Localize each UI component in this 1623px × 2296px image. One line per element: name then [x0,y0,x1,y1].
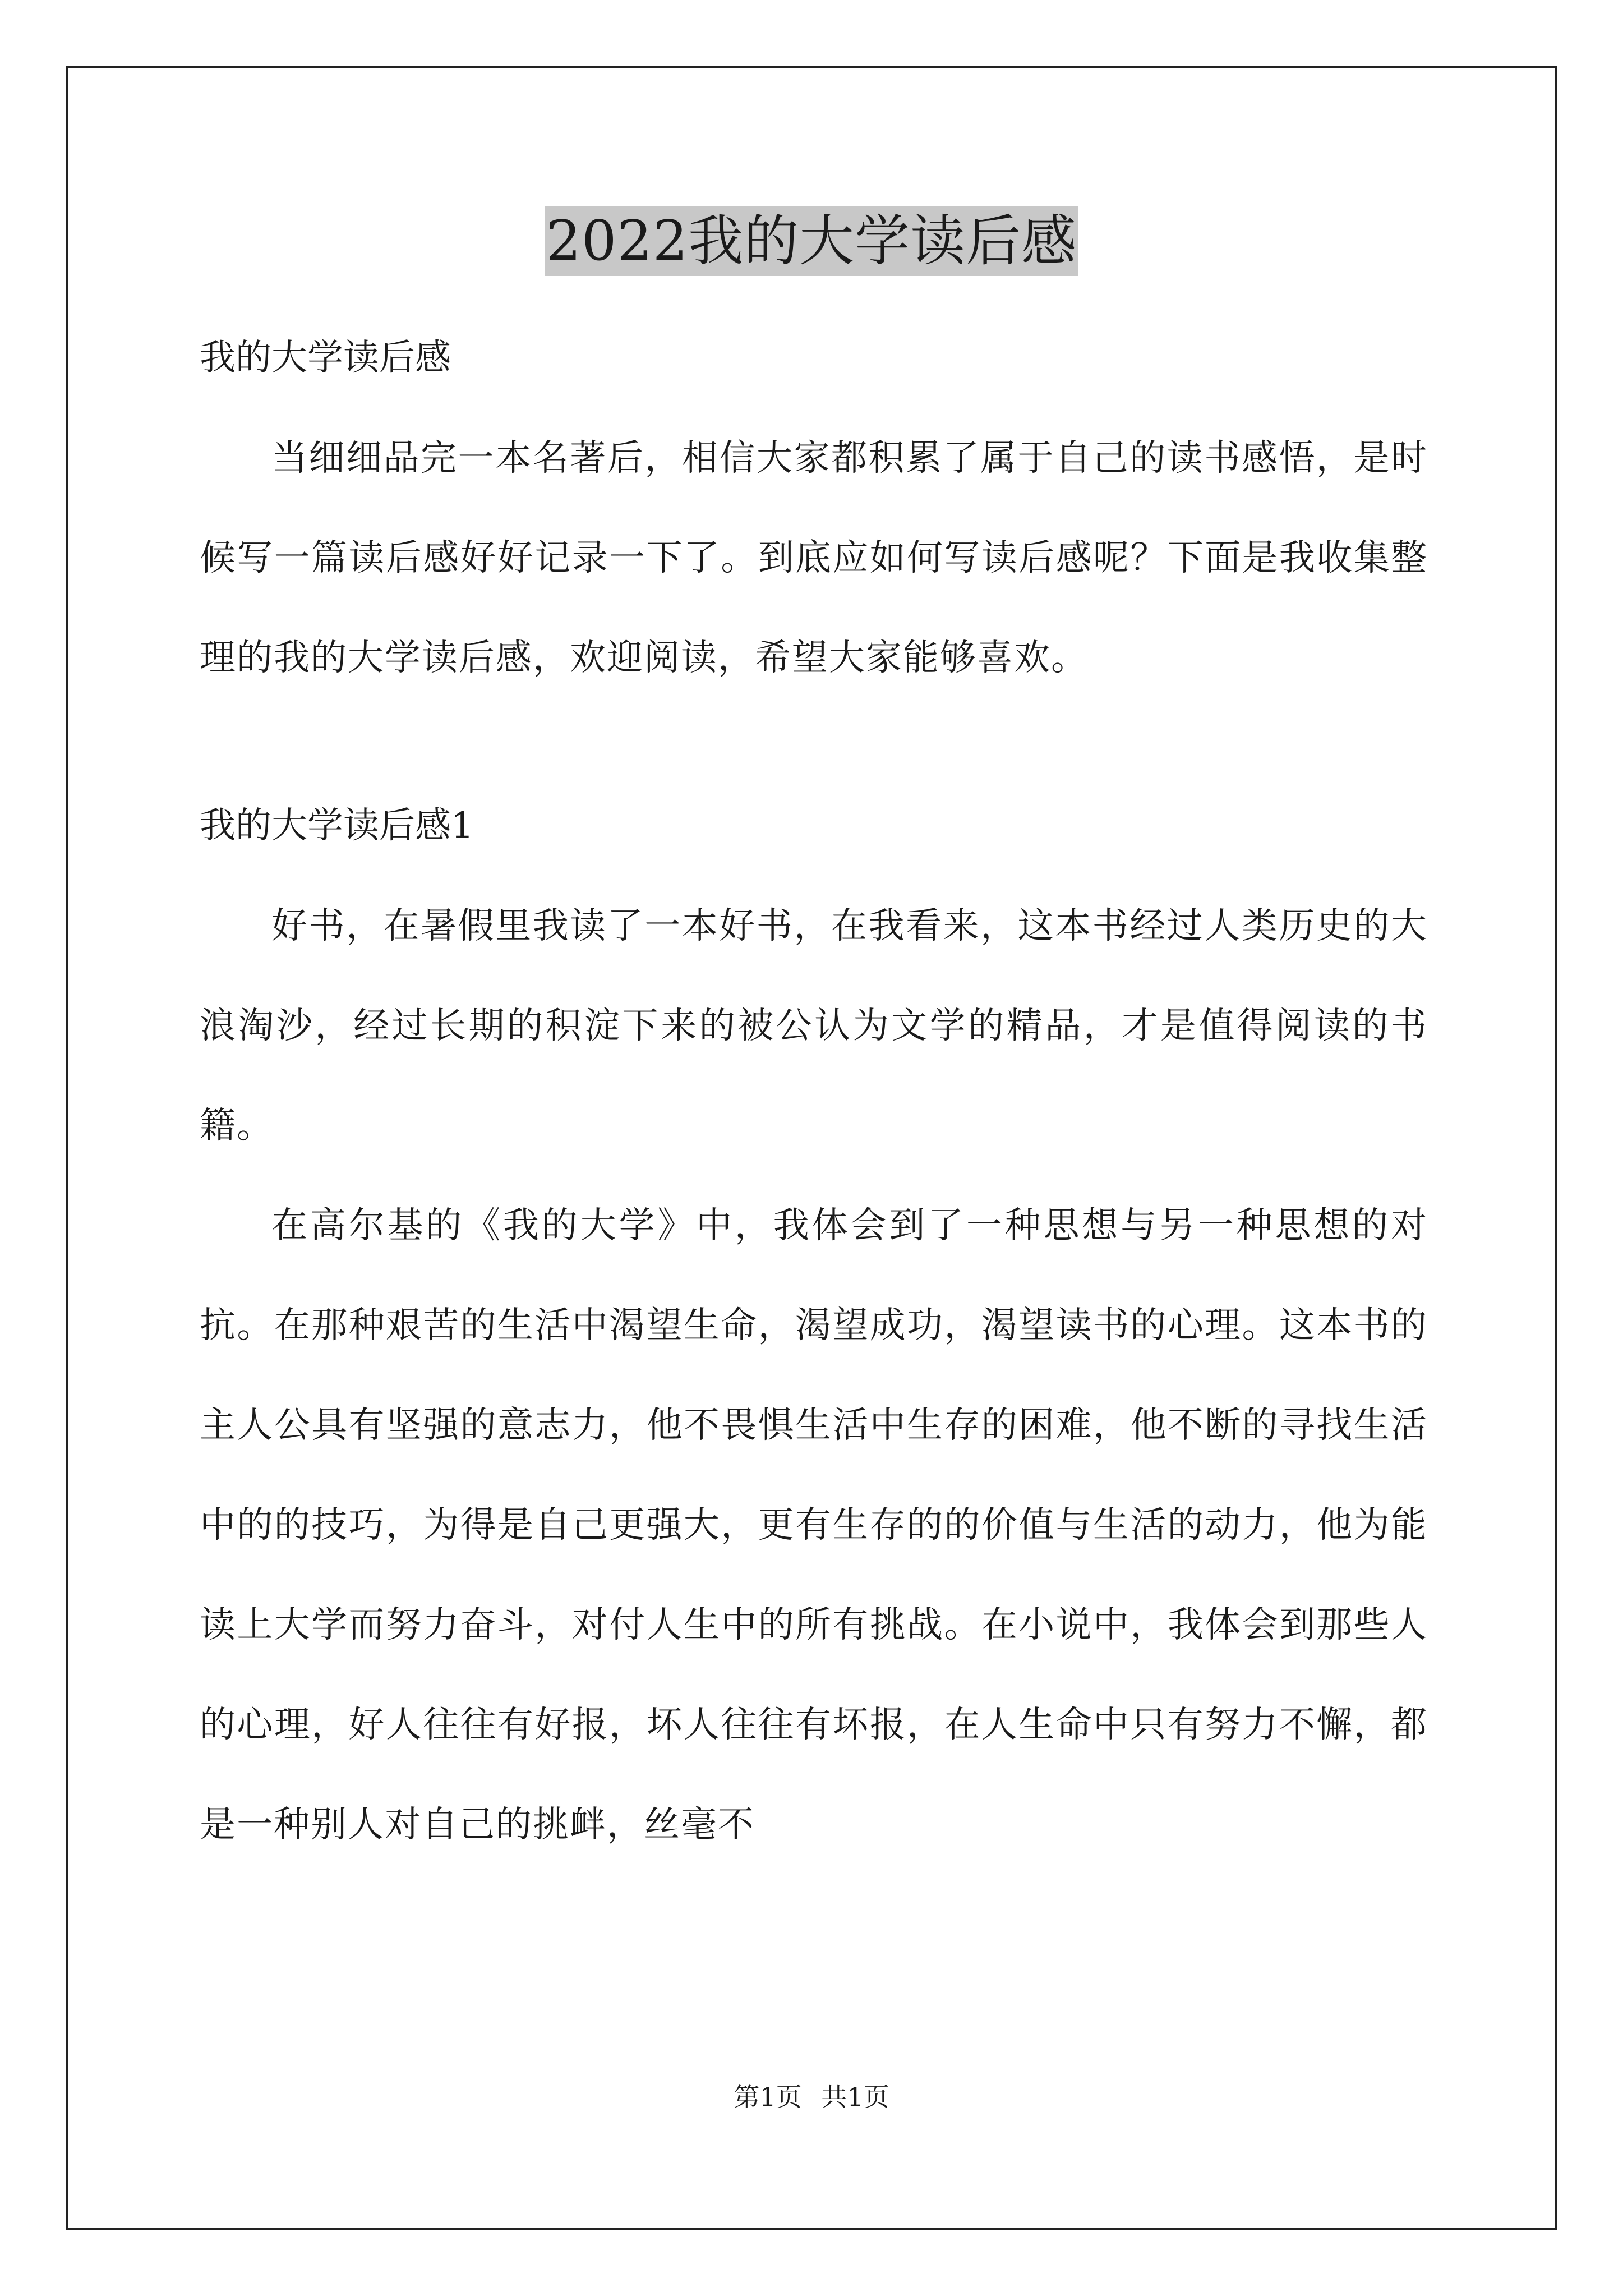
document-title: 2022我的大学读后感 [545,206,1078,276]
intro-paragraph: 当细细品完一本名著后，相信大家都积累了属于自己的读书感悟，是时候写一篇读后感好好记录一下了。到底应如何写读后感呢？下面是我收集整理的我的大学读后感，欢迎阅读，希望大家能够喜欢。 [200,438,1428,679]
page-number-total: 共1页 [821,2082,889,2112]
title-wrap [0,206,1623,276]
section1-paragraph-2: 在高尔基的《我的大学》中，我体会到了一种思想与另一种思想的对抗。在那种艰苦的生活中渴望生命，渴望成功，渴望读书的心理。这本书的主人公具有坚强的意志力，他不畏惧生活中生存的困难，他不断的寻找生活中的的技巧，为得是自己更强大，更有生存的的价值与生活的动力，他为能读上大学而努力奋斗，对付人生中的所有挑战。在小说中，我体会到那些人的心理，好人往往有好报，坏人往往有坏报，在人生命中只有努力不懈，都是一种别人对自己的挑衅，丝毫不 [200,1205,1428,1846]
intro-heading: 我的大学读后感 [200,337,451,379]
page-number-current: 第1页 [734,2082,802,2112]
document-body [200,307,1428,1875]
page-footer [0,2080,1623,2114]
section1-heading: 我的大学读后感1 [200,805,474,846]
section1-paragraph-1: 好书，在暑假里我读了一本好书，在我看来，这本书经过人类历史的大浪淘沙，经过长期的积淀下来的被公认为文学的精品，才是值得阅读的书籍。 [200,905,1428,1147]
section-gap [200,708,1428,775]
